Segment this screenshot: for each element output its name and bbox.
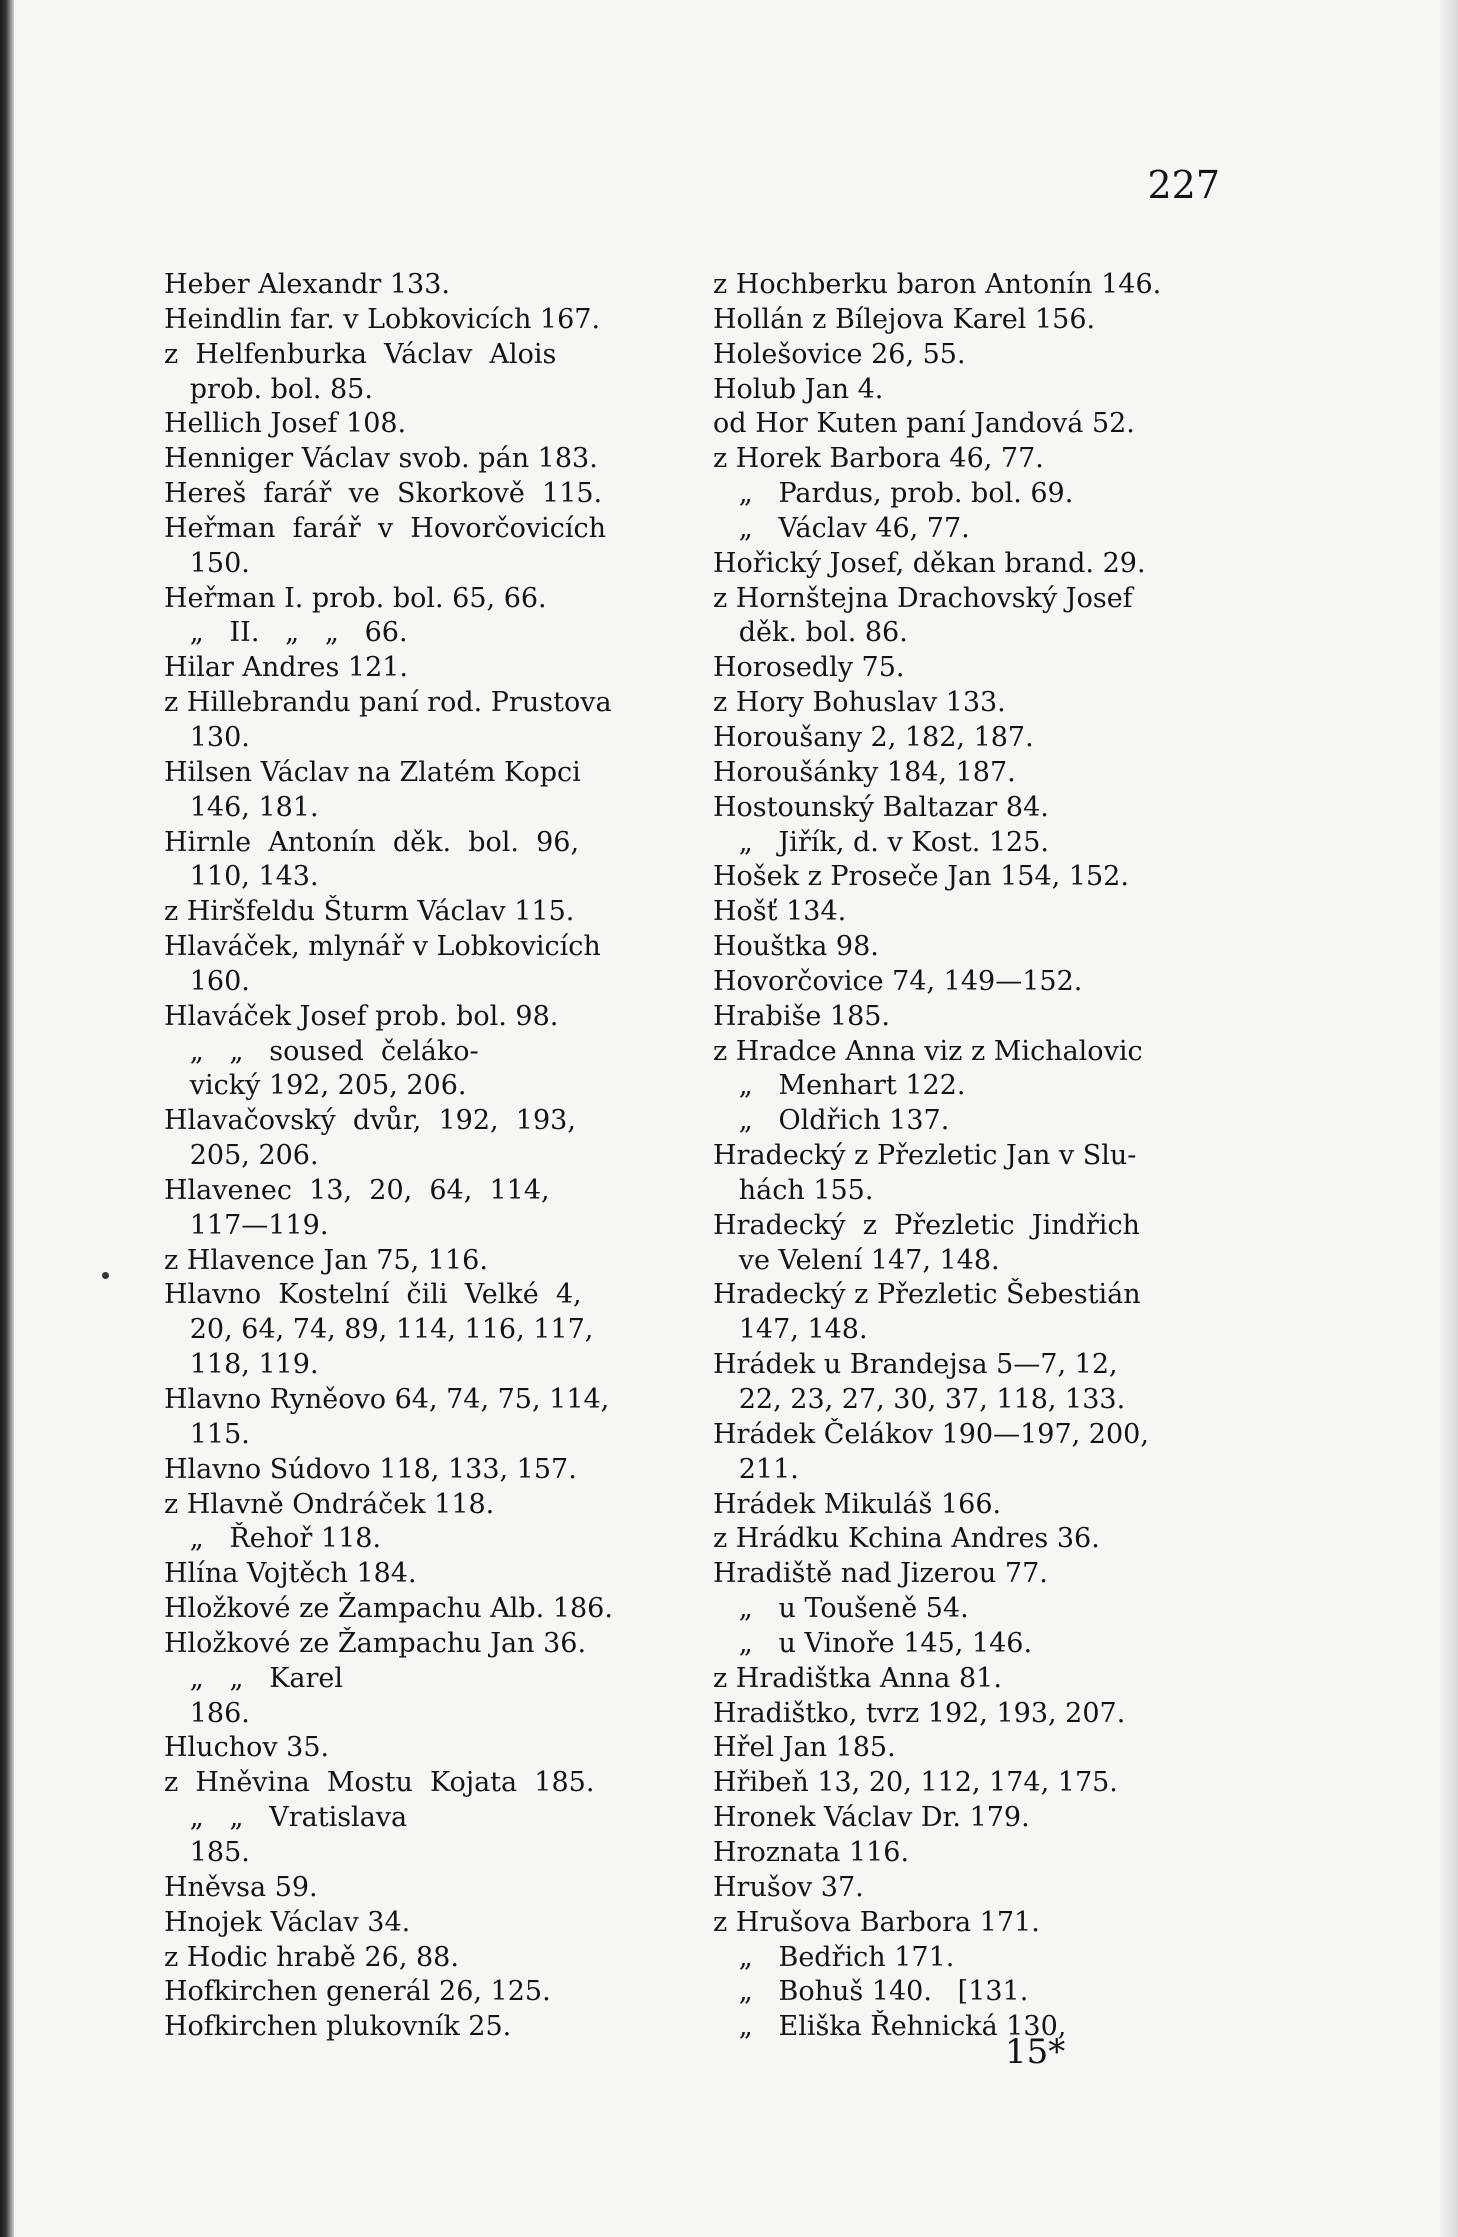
index-entry-line: „ „ soused čeláko- [164, 1035, 479, 1067]
index-entry-line: Hilar Andres 121. [164, 652, 409, 684]
index-entry-line: Horosedly 75. [713, 652, 905, 684]
index-entry-line: 118, 119. [164, 1349, 319, 1381]
index-entry-line: Hovorčovice 74, 149—152. [713, 965, 1083, 997]
index-entry-line: děk. bol. 86. [713, 617, 908, 649]
index-entry-line: Horoušany 2, 182, 187. [713, 721, 1034, 753]
index-entry-line: 186. [164, 1697, 250, 1729]
index-entry-line: „ II. „ „ 66. [164, 617, 408, 649]
index-entry-line: „ „ Vratislava [164, 1802, 408, 1834]
index-entry-line: Hřel Jan 185. [713, 1732, 896, 1764]
index-entry-line: „ Menhart 122. [713, 1070, 966, 1102]
index-entry-line: Heber Alexandr 133. [164, 269, 450, 300]
index-entry-line: z Hněvina Mostu Kojata 185. [164, 1767, 595, 1799]
index-entry-line: z Hodic hrabě 26, 88. [164, 1941, 459, 1973]
index-entry-line: Hroznata 116. [713, 1836, 910, 1868]
index-entry-line: Hradecký z Přezletic Jindřich [713, 1209, 1140, 1241]
page-number: 227 [1147, 163, 1220, 207]
index-entry-line: „ Bedřich 171. [713, 1941, 955, 1973]
index-entry-line: Hložkové ze Žampachu Alb. 186. [164, 1593, 613, 1625]
index-entry-line: z Hrádku Kchina Andres 36. [713, 1523, 1100, 1555]
index-entry-line: Hlína Vojtěch 184. [164, 1558, 417, 1590]
index-entry-line: Horoušánky 184, 187. [713, 756, 1016, 788]
index-entry-line: Hronek Václav Dr. 179. [713, 1802, 1030, 1834]
index-entry-line: z Hlavence Jan 75, 116. [164, 1244, 488, 1276]
page-outer-edge [1440, 0, 1458, 2237]
index-column-left [164, 268, 669, 2045]
index-entry-line: 185. [164, 1836, 250, 1868]
index-entry-line: Hošť 134. [713, 896, 847, 928]
index-entry-line: Hrušov 37. [713, 1871, 864, 1903]
index-entry-line: Hrabiše 185. [713, 1000, 891, 1032]
index-entry-line: Hlaváček Josef prob. bol. 98. [164, 1000, 559, 1032]
index-entry-line: „ Eliška Řehnická 130, [713, 2011, 1067, 2043]
index-entry-line: 205, 206. [164, 1140, 319, 1172]
index-entry-line: Hnojek Václav 34. [164, 1906, 411, 1938]
index-entry-line: 22, 23, 27, 30, 37, 118, 133. [713, 1384, 1126, 1415]
index-entry-line: „ Řehoř 118. [164, 1523, 382, 1555]
index-entry-line: „ „ Karel [164, 1662, 344, 1694]
index-entry-line: 150. [164, 547, 250, 579]
index-entry-line: Henniger Václav svob. pán 183. [164, 443, 598, 475]
index-entry-line: Hrádek u Brandejsa 5—7, 12, [713, 1349, 1118, 1381]
index-entry-line: Hradecký z Přezletic Jan v Slu- [713, 1140, 1137, 1172]
index-entry-line: Hložkové ze Žampachu Jan 36. [164, 1627, 587, 1659]
index-entry-line: Hlavno Súdovo 118, 133, 157. [164, 1453, 577, 1485]
index-entry-line: Hradiště nad Jizerou 77. [713, 1558, 1048, 1590]
index-entry-line: Hřibeň 13, 20, 112, 174, 175. [713, 1767, 1118, 1799]
index-entry-line: 20, 64, 74, 89, 114, 116, 117, [164, 1314, 594, 1346]
index-entry-line: z Hillebrandu paní rod. Prustova [164, 687, 612, 719]
index-entry-line: „ Oldřich 137. [713, 1105, 950, 1137]
index-entry-line: ve Velení 147, 148. [713, 1244, 1000, 1276]
index-entry-line: Hofkirchen plukovník 25. [164, 2011, 512, 2043]
index-entry-line: 147, 148. [713, 1314, 868, 1346]
index-entry-line: „ Pardus, prob. bol. 69. [713, 478, 1074, 510]
index-entry-line: z Hory Bohuslav 133. [713, 687, 1006, 719]
index-entry-line: Hilsen Václav na Zlatém Kopci [164, 756, 581, 788]
index-entry-line: z Hradce Anna viz z Michalovic [713, 1035, 1143, 1067]
index-entry-line: Houštka 98. [713, 931, 879, 963]
index-entry-line: Hollán z Bílejova Karel 156. [713, 303, 1096, 335]
index-column-right [713, 268, 1218, 2045]
index-entry-line: z Hornštejna Drachovský Josef [713, 582, 1133, 614]
page-binding-edge [0, 0, 14, 2237]
index-entry-line: 130. [164, 721, 250, 753]
index-entry-line: „ Václav 46, 77. [713, 512, 970, 544]
index-entry-line: od Hor Kuten paní Jandová 52. [713, 408, 1135, 440]
index-entry-line: Heřman farář v Hovorčovicích [164, 512, 607, 544]
index-entry-line: Hereš farář ve Skorkově 115. [164, 478, 603, 510]
index-entry-line: Hrádek Čelákov 190—197, 200, [713, 1418, 1149, 1450]
index-entry-line: Hofkirchen generál 26, 125. [164, 1976, 551, 2008]
index-entry-line: Hlavenec 13, 20, 64, 114, [164, 1174, 550, 1206]
index-entry-line: 160. [164, 965, 250, 997]
index-entry-line: „ Bohuš 140. [131. [713, 1976, 1029, 2008]
index-entry-line: Hněvsa 59. [164, 1871, 318, 1903]
index-entry-line: Hradištko, tvrz 192, 193, 207. [713, 1697, 1126, 1729]
index-entry-line: Hluchov 35. [164, 1732, 330, 1764]
index-entry-line: Holešovice 26, 55. [713, 338, 966, 370]
index-entry-line: prob. bol. 85. [164, 373, 373, 405]
index-entry-line: „ Jiřík, d. v Kost. 125. [713, 826, 1049, 858]
index-entry-line: z Helfenburka Václav Alois [164, 338, 557, 370]
index-entry-line: „ u Toušeně 54. [713, 1593, 969, 1625]
index-entry-line: 117—119. [164, 1209, 329, 1241]
index-entry-line: „ u Vinoře 145, 146. [713, 1627, 1033, 1659]
index-entry-line: Hošek z Proseče Jan 154, 152. [713, 861, 1129, 893]
index-entry-line: vický 192, 205, 206. [164, 1070, 467, 1102]
signature-mark: 15* [1005, 2032, 1066, 2072]
index-entry-line: hách 155. [713, 1174, 874, 1206]
index-entry-line: 146, 181. [164, 791, 319, 823]
index-entry-line: Hořický Josef, děkan brand. 29. [713, 547, 1146, 579]
index-entry-line: Hlavačovský dvůr, 192, 193, [164, 1105, 576, 1137]
ink-dot-mark [102, 1272, 109, 1279]
index-entry-line: z Hrušova Barbora 171. [713, 1906, 1040, 1938]
index-entry-line: z Hiršfeldu Šturm Václav 115. [164, 896, 575, 928]
index-entry-line: Hrádek Mikuláš 166. [713, 1488, 1002, 1520]
index-entry-line: Hradecký z Přezletic Šebestián [713, 1279, 1141, 1311]
index-entry-line: z Hochberku baron Antonín 146. [713, 269, 1162, 300]
index-entry-line: z Hlavně Ondráček 118. [164, 1488, 495, 1520]
index-entry-line: Hlavno Kostelní čili Velké 4, [164, 1279, 582, 1311]
index-entry-line: Heindlin far. v Lobkovicích 167. [164, 303, 601, 335]
index-entry-line: Hirnle Antonín děk. bol. 96, [164, 826, 580, 858]
index-entry-line: Hellich Josef 108. [164, 408, 407, 440]
index-entry-line: Holub Jan 4. [713, 373, 884, 405]
index-entry-line: z Horek Barbora 46, 77. [713, 443, 1044, 475]
index-entry-line: 211. [713, 1453, 799, 1485]
index-entry-line: 115. [164, 1418, 250, 1450]
index-entry-line: Hostounský Baltazar 84. [713, 791, 1049, 823]
index-entry-line: z Hradištka Anna 81. [713, 1662, 1002, 1694]
index-entry-line: 110, 143. [164, 861, 319, 893]
index-entry-line: Heřman I. prob. bol. 65, 66. [164, 582, 547, 614]
index-entry-line: Hlaváček, mlynář v Lobkovicích [164, 931, 601, 963]
index-entry-line: Hlavno Ryněovo 64, 74, 75, 114, [164, 1384, 610, 1415]
